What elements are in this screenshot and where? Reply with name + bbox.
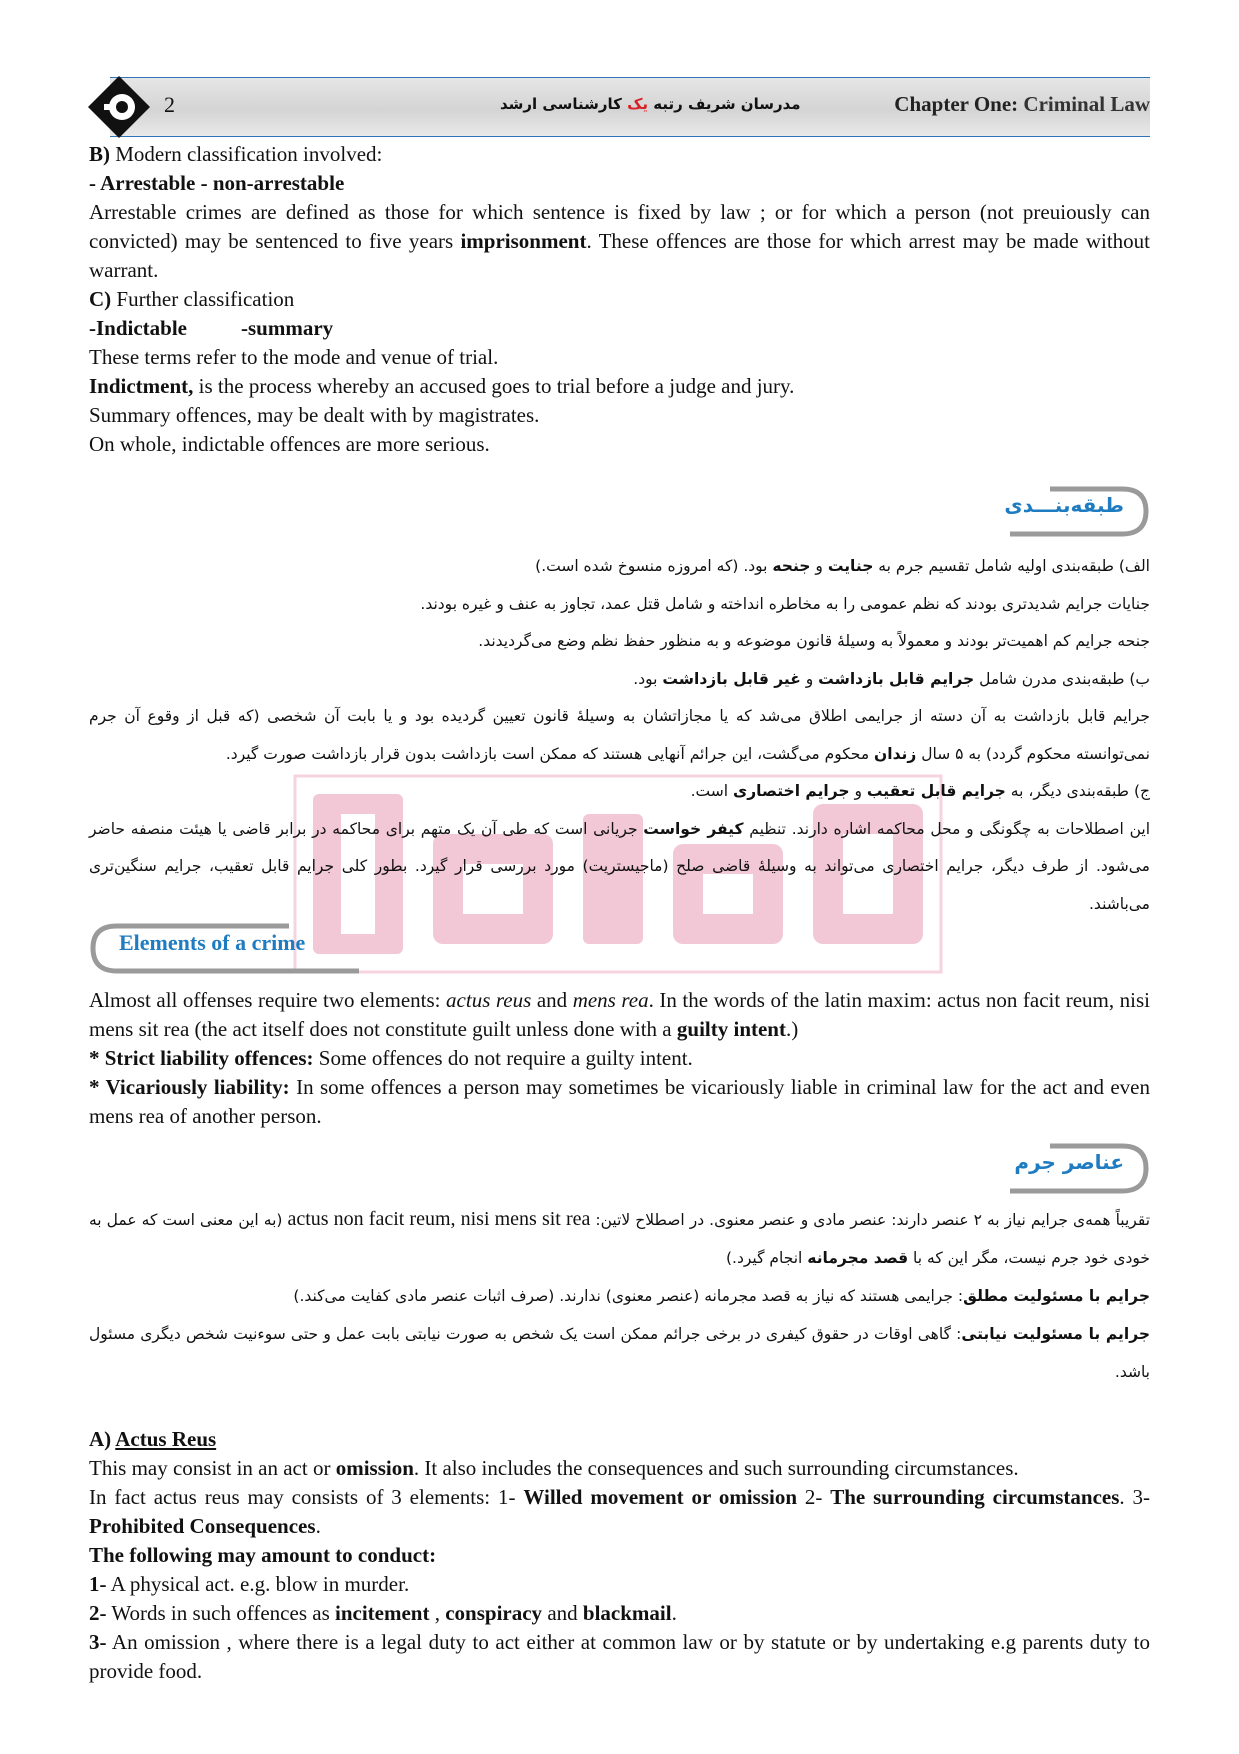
persian-block-classification [89, 548, 1150, 923]
publisher-logo-icon [86, 74, 152, 140]
header-publisher-title: مدرسان شریف رتبه یک کارشناسی ارشد [500, 95, 801, 113]
section-title: عناصر جرم [1014, 1150, 1124, 1174]
text-line: These terms refer to the mode and venue of trial. [89, 345, 499, 369]
fa-paragraph: جرایم با مسئولیت مطلق: جرایمی هستند که نیاز به قصد مجرمانه (عنصر معنوی) ندارند. (صرف اثبات عنصر مادی کفایت می‌کند.) [293, 1287, 1150, 1305]
elements-list-paragraph: In fact actus reus may consists of 3 elements: 1- Willed movement or omission 2- The surrounding circumstances. 3- Prohibited Consequences. [89, 1485, 1151, 1538]
section-tab-elements-fa [1010, 1142, 1150, 1194]
section-tab-classification-fa [1004, 485, 1150, 537]
conduct-heading: The following may amount to conduct: [89, 1543, 437, 1567]
conduct-item: 3- An omission , where there is a legal duty to act either at common law or by statute or by undertaking e.g parents duty to provide food. [89, 1630, 1150, 1683]
indictment-line: Indictment, is the process whereby an accused goes to trial before a judge and jury. [89, 374, 795, 398]
conduct-item: 2- Words in such offences as incitement , conspiracy and blackmail. [89, 1601, 677, 1625]
english-block-actus-reus [89, 1425, 1150, 1686]
elements-paragraph: Almost all offenses require two elements: actus reus and mens rea. In the words of the latin maxim: actus non facit reum, nisi mens sit rea (the act itself does not constitute guilt unless done with a guilty intent.) [89, 988, 1151, 1041]
arrestable-paragraph: Arrestable crimes are defined as those for which sentence is fixed by law ; or for which a person (not preuiously can convicted) may be sentenced to five years imprisonment. These offences are those for which arrest may be made without warrant. [89, 200, 1151, 282]
english-block-classification [89, 140, 1150, 459]
section-title: طبقه‌بنـــدی [1004, 493, 1124, 517]
indictable-summary-line: -Indictable -summary [89, 316, 334, 340]
text-line: On whole, indictable offences are more serious. [89, 432, 490, 456]
english-block-elements [89, 986, 1150, 1131]
fa-paragraph: جنحه جرایم کم اهمیت‌تر بودند و معمولاً به وسیلهٔ قانون موضوعه و به منظور حفظ نظم وضع می‌گردیدند. [478, 632, 1150, 650]
fa-paragraph: این اصطلاحات به چگونگی و محل محاکمه اشاره دارند. تنظیم کیفر خواست جریانی است که طی آن یک متهم برای محاکمه در برابر قاضی یا هیئت منصفه حاضر می‌شود. از طرف دیگر، جرایم اختصاری می‌تواند به وسیلهٔ قاضی صلح (ماجیستریت) مورد بررسی قرار گیرد. بطور کلی جرایم قابل تعقیب، جرایم سنگین‌تری می‌باشند. [89, 819, 1151, 913]
text-line: This may consist in an act or omission. It also includes the consequences and such surrounding circumstances. [89, 1456, 1019, 1480]
fa-paragraph: تقریباً همه‌ی جرایم نیاز به ۲ عنصر دارند: عنصر مادی و عنصر معنوی. در اصطلاح لاتین: actus non facit reum, nisi mens sit rea (به این معنی است که عمل به خودی خود جرم نیست، مگر این که با قصد مجرمانه انجام گیرد.) [89, 1208, 1151, 1267]
chapter-title: Chapter One: Criminal Law [894, 92, 1150, 116]
text-line: Summary offences, may be dealt with by magistrates. [89, 403, 540, 427]
arrestable-line: - Arrestable - non-arrestable [89, 171, 345, 195]
conduct-item: 1- A physical act. e.g. blow in murder. [89, 1572, 410, 1596]
fa-paragraph: الف) طبقه‌بندی اولیه شامل تقسیم جرم به جنایت و جنحه بود. (که امروزه منسوخ شده است.) [535, 557, 1150, 575]
actus-reus-heading: A) Actus Reus [89, 1427, 217, 1451]
section-b-heading: B) Modern classification involved: [89, 142, 383, 166]
fa-paragraph: جرایم قابل بازداشت به آن دسته از جرایمی اطلاق می‌شد که یا مجازاتشان به وسیلهٔ قانون تعیین گردیده بود و یا بابت آن شخصی (که قبل از وقوع آن جرم نمی‌توانسته محکوم گردد) به ۵ سال زندان محکوم می‌گشت، این جرائم آنهایی هستند که ممکن است بازداشت بدون قرار بازداشت صورت گیرد. [89, 707, 1150, 763]
vicarious-liability-line: * Vicariously liability: In some offences a person may sometimes be vicariously liable in criminal law for the act and even mens rea of another person. [89, 1075, 1151, 1128]
persian-block-elements [89, 1200, 1150, 1391]
fa-paragraph: ج) طبقه‌بندی دیگر، به جرایم قابل تعقیب و جرایم اختصاری است. [690, 782, 1150, 800]
page-number: 2 [164, 92, 175, 117]
fa-paragraph: جرایم با مسئولیت نیابتی: گاهی اوقات در حقوق کیفری در برخی جرائم ممکن است یک شخص به صورت نیابتی بابت عمل و حتی سوءنیت شخص دیگری مسئول باشد. [89, 1325, 1151, 1381]
section-c-heading: C) Further classification [89, 287, 295, 311]
section-title: Elements of a crime [119, 930, 306, 955]
strict-liability-line: * Strict liability offences: Some offences do not require a guilty intent. [89, 1046, 693, 1070]
fa-paragraph: ب) طبقه‌بندی مدرن شامل جرایم قابل بازداشت و غیر قابل بازداشت بود. [633, 669, 1150, 688]
fa-paragraph: جنایات جرایم شدیدتری بودند که نظم عمومی را به مخاطره انداخته و شامل قتل عمد، تجاوز به عنف و غیره بودند. [420, 594, 1150, 613]
section-tab-elements-en [89, 922, 359, 974]
